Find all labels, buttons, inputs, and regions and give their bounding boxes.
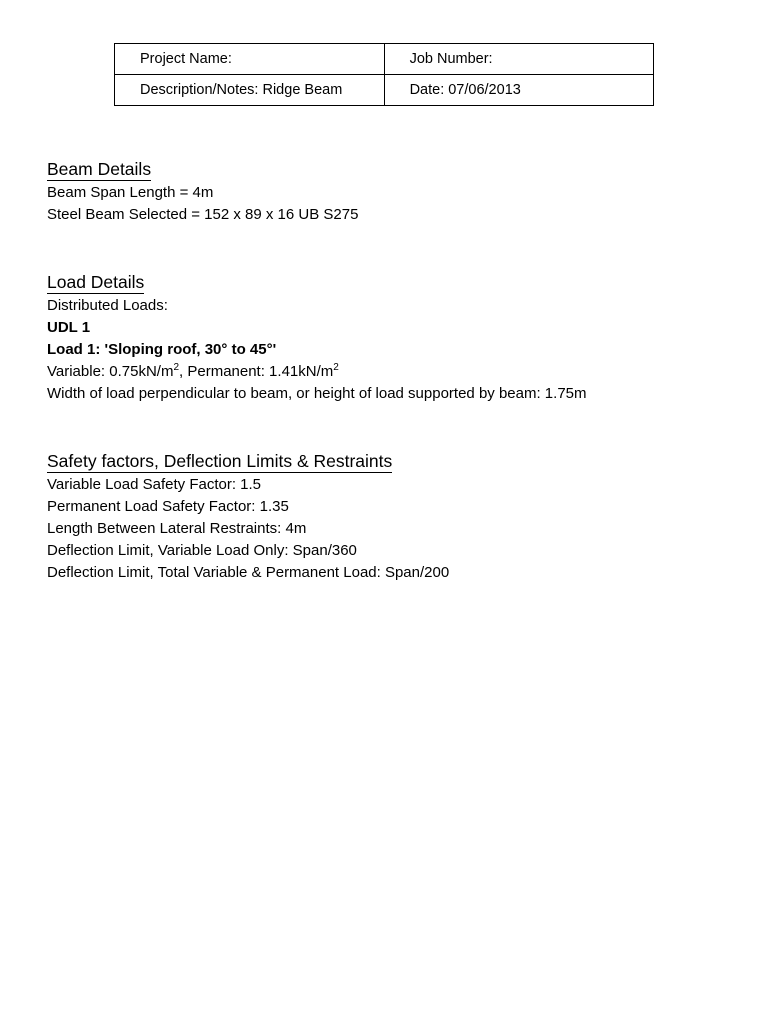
project-info-row	[115, 44, 654, 75]
safety-section	[47, 450, 449, 584]
beam-details-section	[47, 158, 358, 226]
project-name-cell: Project Name:	[115, 44, 385, 75]
safety-heading: Safety factors, Deflection Limits & Restraints	[47, 451, 393, 471]
beam-span-length: Beam Span Length = 4m	[47, 184, 214, 201]
load-title: Load 1: 'Sloping roof, 30° to 45°'	[47, 341, 277, 358]
lateral-restraints-length: Length Between Lateral Restraints: 4m	[47, 520, 307, 537]
permanent-load-value: , Permanent: 1.41kN/m	[179, 363, 334, 380]
permanent-load-safety-factor: Permanent Load Safety Factor: 1.35	[47, 498, 289, 515]
load-width: Width of load perpendicular to beam, or height of load supported by beam: 1.75m	[47, 385, 587, 402]
job-number-cell: Job Number:	[384, 44, 653, 75]
load-details-heading: Load Details	[47, 272, 145, 292]
beam-details-heading: Beam Details	[47, 159, 152, 179]
description-cell: Description/Notes: Ridge Beam	[115, 75, 385, 106]
variable-load-unit-exponent: 2	[173, 362, 180, 373]
project-info-row	[115, 75, 654, 106]
variable-load-safety-factor: Variable Load Safety Factor: 1.5	[47, 476, 262, 493]
distributed-loads-label: Distributed Loads:	[47, 297, 168, 314]
variable-load-value: Variable: 0.75kN/m	[47, 363, 174, 380]
deflection-limit-variable: Deflection Limit, Variable Load Only: Span/360	[47, 542, 357, 559]
steel-beam-selected: Steel Beam Selected = 152 x 89 x 16 UB S275	[47, 206, 359, 223]
date-cell: Date: 07/06/2013	[384, 75, 653, 106]
permanent-load-unit-exponent: 2	[333, 362, 339, 373]
deflection-limit-total: Deflection Limit, Total Variable & Permanent Load: Span/200	[47, 564, 450, 581]
project-info-table	[114, 43, 654, 106]
load-details-section	[47, 271, 587, 405]
udl-label: UDL 1	[47, 319, 91, 336]
load-values	[47, 361, 587, 383]
